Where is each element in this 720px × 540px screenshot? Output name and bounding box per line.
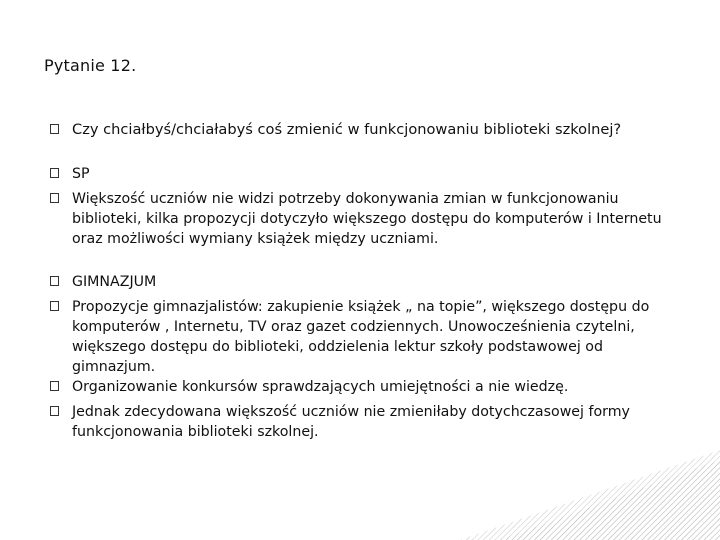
slide-title: Pytanie 12. [44, 56, 137, 75]
bullet-box-icon [50, 276, 59, 286]
bullet-box-icon [50, 124, 59, 134]
bullet-box-icon [50, 301, 59, 311]
section-label-sp: SP [72, 166, 90, 182]
decorative-corner-pattern [460, 450, 720, 540]
bullet-box-icon [50, 406, 59, 416]
decorative-corner-svg [460, 450, 720, 540]
bullet-box-icon [50, 193, 59, 203]
bullet-box-icon [50, 381, 59, 391]
contests-text: Organizowanie konkursów sprawdzających umiejętności a nie wiedzę. [72, 379, 569, 395]
gimnazjum-proposals-text: Propozycje gimnazjalistów: zakupienie książek „ na topie”, większego dostępu do komputerów , Internetu, TV oraz gazet codziennych. Unowocześnienia czytelni, większego dostępu do biblioteki, oddzielenia lektur szkoły podstawowej od gimnazjum. [72, 299, 650, 375]
question-text: Czy chciałbyś/chciałabyś coś zmienić w funkcjonowaniu biblioteki szkolnej? [72, 121, 622, 138]
sp-answer-text: Większość uczniów nie widzi potrzeby dokonywania zmian w funkcjonowaniu biblioteki, kilka propozycji dotyczyło większego dostępu do komputerów i Internetu oraz możliwości wymiany książek między uczniami. [72, 191, 662, 247]
bullet-box-icon [50, 168, 59, 178]
conclusion-text: Jednak zdecydowana większość uczniów nie zmieniłaby dotychczasowej formy funkcjonowania biblioteki szkolnej. [72, 404, 630, 440]
section-label-gimnazjum: GIMNAZJUM [72, 274, 157, 290]
